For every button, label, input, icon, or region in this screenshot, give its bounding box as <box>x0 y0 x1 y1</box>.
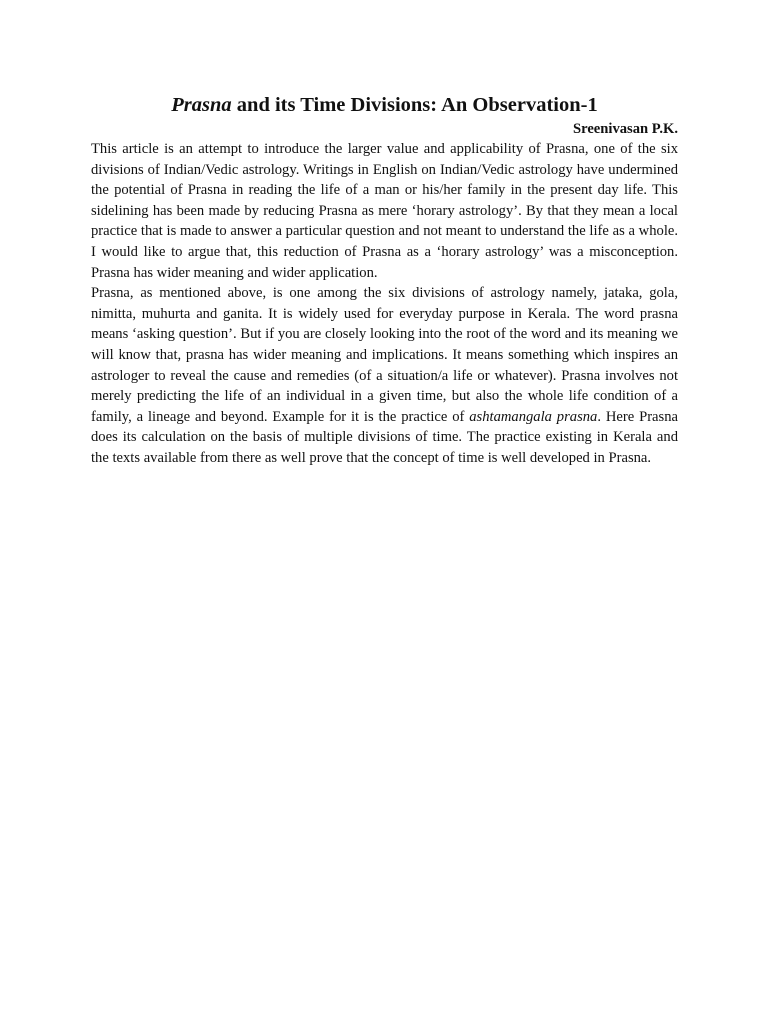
title-rest: and its Time Divisions: An Observation-1 <box>231 94 598 116</box>
document-page <box>91 92 678 469</box>
paragraph-2-italic-term: ashtamangala prasna <box>469 408 598 425</box>
document-title <box>91 92 678 118</box>
title-italic-word: Prasna <box>171 94 232 116</box>
paragraph-2-part-2: . Here Prasna does its calculation on the basis of multiple divisions of time. The practice existing in Kerala and the texts available from there as well prove that the concept of time is well developed in Prasna. <box>91 408 678 466</box>
paragraph-2-part-1: Prasna, as mentioned above, is one among the six divisions of astrology namely, jataka, gola, nimitta, muhurta and ganita. It is widely used for everyday purpose in Kerala. The word prasna means ‘asking question’. But if you are closely looking into the root of the word and its meaning we will know that, prasna has wider meaning and implications. It means something which inspires an astrologer to reveal the cause and remedies (of a situation/a life or whatever). Prasna involves not merely predicting the life of an individual in a given time, but also the whole life condition of a family, a lineage and beyond. Example for it is the practice of <box>91 285 678 425</box>
paragraph-1: This article is an attempt to introduce the larger value and applicability of Prasna, one of the six divisions of Indian/Vedic astrology. Writings in English on Indian/Vedic astrology have undermined the potential of Prasna in reading the life of a man or his/her family in the present day life. This sidelining has been made by reducing Prasna as mere ‘horary astrology’. By that they mean a local practice that is made to answer a particular question and not meant to understand the life as a whole. I would like to argue that, this reduction of Prasna as a ‘horary astrology’ was a misconception. Prasna has wider meaning and wider application. <box>91 141 678 281</box>
author-name: Sreenivasan P.K. <box>572 121 678 137</box>
paragraph-2 <box>91 283 678 468</box>
